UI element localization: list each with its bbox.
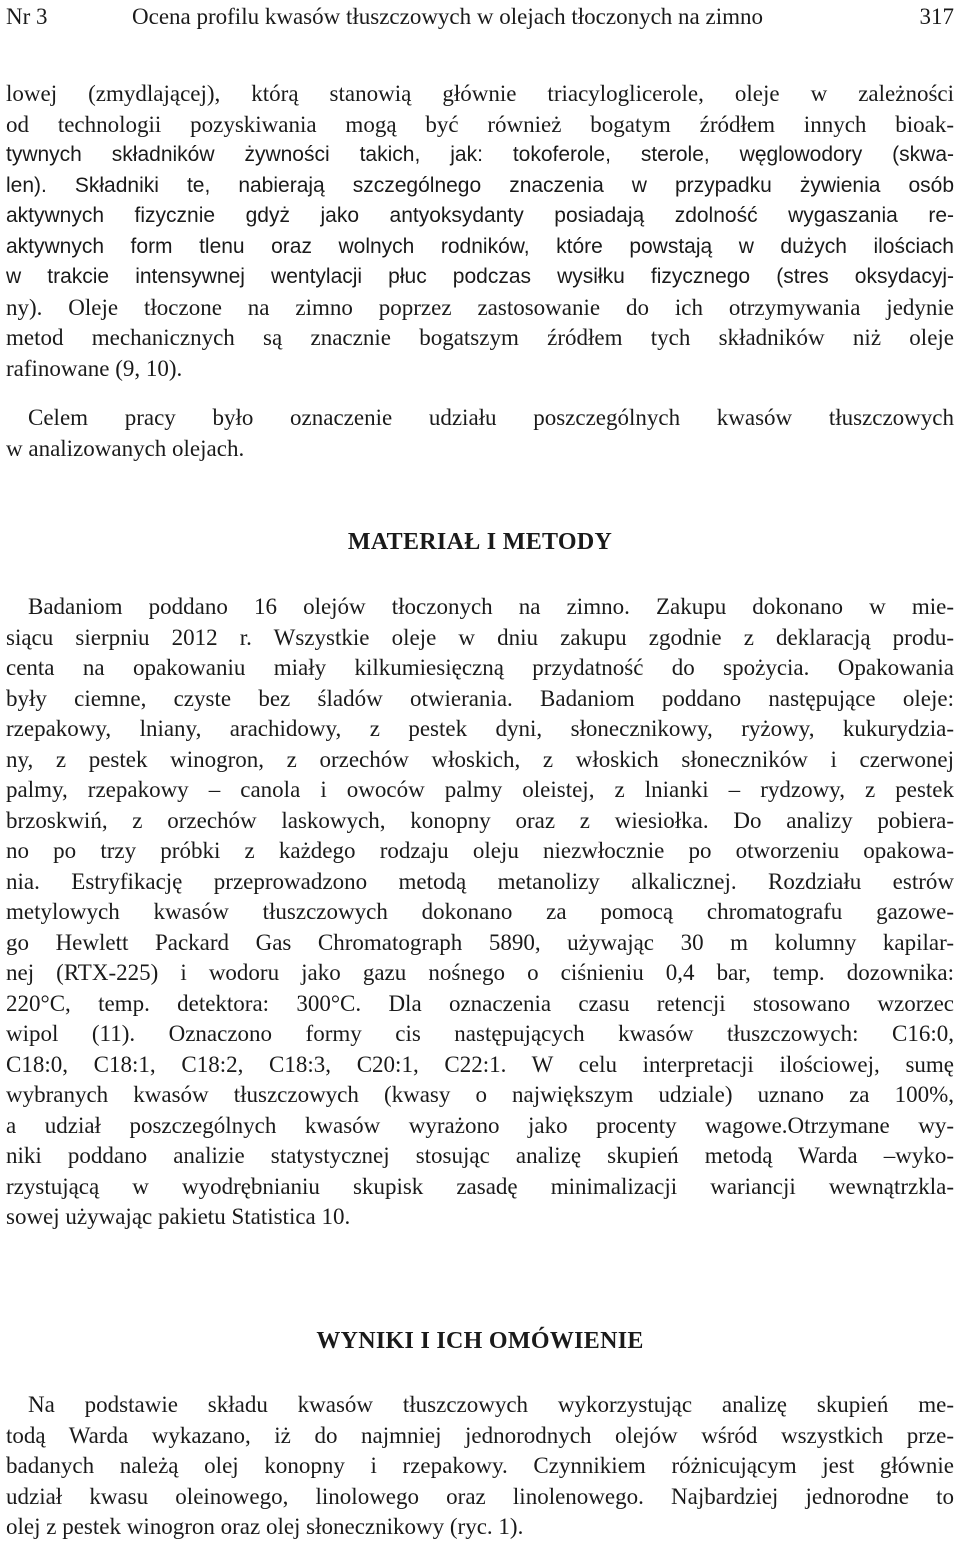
- text-line: Na podstawie składu kwasów tłuszczowych wykorzystując analizę skupień me-: [28, 1392, 954, 1417]
- text-line: ny, z pestek winogron, z orzechów włoskich, z włoskich słoneczników i czerwonej: [6, 746, 954, 772]
- text-line: tywnych składników żywności takich, jak: tokoferole, sterole, węglowodory (skwa-: [6, 143, 954, 166]
- text-line: siącu sierpniu 2012 r. Wszystkie oleje w dniu zakupu zgodnie z deklaracją produ-: [6, 624, 954, 650]
- text-line: wipol (11). Oznaczono formy cis następujących kwasów tłuszczowych: C16:0,: [6, 1021, 954, 1046]
- text-line: ny). Oleje tłoczone na zimno poprzez zastosowanie do ich otrzymywania jedynie: [6, 294, 954, 320]
- text-line: udział kwasu oleinowego, linolowego oraz linolenowego. Najbardziej jednorodne to: [6, 1483, 954, 1509]
- text-line: metylowych kwasów tłuszczowych dokonano za pomocą chromatografu gazowe-: [6, 899, 954, 924]
- text-line: w trakcie intensywnej wentylacji płuc podczas wysiłku fizycznego (stres oksydacyj-: [6, 265, 954, 288]
- text-line: brzoskwiń, z orzechów laskowych, konopny oraz z wiesiołka. Do analizy pobiera-: [6, 807, 954, 833]
- text-line: lowej (zmydlającej), którą stanowią głównie triacyloglicerole, oleje w zależności: [6, 81, 954, 106]
- text-line: nej (RTX-225) i wodoru jako gazu nośnego o ciśnieniu 0,4 bar, temp. dozownika:: [6, 960, 954, 985]
- text-line: a udział poszczególnych kwasów wyrażono jako procenty wagowe.Otrzymane wy-: [6, 1112, 954, 1138]
- text-line: centa na opakowaniu miały kilkumiesięczną przydatność do spożycia. Opakowania: [6, 655, 954, 680]
- text-line: no po trzy próbki z każdego rodzaju oleju niezwłocznie po otworzeniu opakowa-: [6, 838, 954, 863]
- text-line: badanych należą olej konopny i rzepakowy. Czynnikiem różnicującym jest głównie: [6, 1453, 954, 1478]
- text-line: C18:0, C18:1, C18:2, C18:3, C20:1, C22:1. W celu interpretacji ilościowej, sumę: [6, 1051, 954, 1077]
- methods-paragraph: [6, 592, 954, 1233]
- text-line: Badaniom poddano 16 olejów tłoczonych na zimno. Zakupu dokonano w mie-: [28, 594, 954, 619]
- issue-number: Nr 3: [6, 4, 48, 29]
- text-line: w analizowanych olejach.: [6, 435, 245, 461]
- text-line: były ciemne, czyste bez śladów otwierania. Badaniom poddano następujące oleje:: [6, 685, 954, 711]
- text-line: metod mechanicznych są znacznie bogatszym źródłem tych składników niż oleje: [6, 325, 954, 350]
- text-line: palmy, rzepakowy – canola i owoców palmy oleistej, z lnianki – rydzowy, z pestek: [6, 777, 954, 802]
- text-line: len). Składniki te, nabierają szczególnego znaczenia w przypadku żywienia osób: [6, 173, 954, 197]
- results-paragraph: [6, 1390, 954, 1543]
- text-line: 220°C, temp. detektora: 300°C. Dla oznaczenia czasu retencji stosowano wzorzec: [6, 990, 954, 1016]
- section-heading-results: WYNIKI I ICH OMÓWIENIE: [316, 1328, 644, 1354]
- running-title: Ocena profilu kwasów tłuszczowych w olejach tłoczonych na zimno: [132, 4, 764, 29]
- section-heading-methods: MATERIAŁ I METODY: [347, 529, 613, 555]
- text-line: aktywnych form tlenu oraz wolnych rodników, które powstają w dużych ilościach: [6, 234, 954, 258]
- text-line: rzepakowy, lniany, arachidowy, z pestek dyni, słonecznikowy, ryżowy, kukurydzia-: [6, 716, 954, 741]
- text-line: aktywnych fizycznie gdyż jako antyoksydanty posiadają zdolność wygaszania re-: [6, 204, 954, 227]
- text-line: wybranych kwasów tłuszczowych (kwasy o największym udziale) uznano za 100%,: [6, 1082, 954, 1107]
- running-header: [6, 4, 954, 30]
- text-line: Celem pracy było oznaczenie udziału poszczególnych kwasów tłuszczowych: [28, 405, 954, 430]
- aim-paragraph: [6, 403, 954, 464]
- text-line: go Hewlett Packard Gas Chromatograph 5890, używając 30 m kolumny kapilar-: [6, 929, 954, 955]
- text-line: od technologii pozyskiwania mogą być również bogatym źródłem innych bioak-: [6, 111, 954, 137]
- intro-paragraph: [6, 79, 954, 384]
- text-line: rafinowane (9, 10).: [6, 355, 183, 381]
- page-number: 317: [919, 4, 954, 29]
- text-line: niki poddano analizie statystycznej stosując analizę skupień metodą Warda –wyko-: [6, 1143, 954, 1168]
- text-line: sowej używając pakietu Statistica 10.: [6, 1204, 351, 1229]
- text-line: olej z pestek winogron oraz olej słonecznikowy (ryc. 1).: [6, 1514, 524, 1539]
- text-line: rzystującą w wyodrębnianiu skupisk zasadę minimalizacji wariancji wewnątrzkla-: [6, 1173, 954, 1199]
- text-line: todą Warda wykazano, iż do najmniej jednorodnych olejów wśród wszystkich prze-: [6, 1422, 954, 1448]
- text-line: nia. Estryfikację przeprowadzono metodą metanolizy alkalicznej. Rozdziału estrów: [6, 868, 954, 894]
